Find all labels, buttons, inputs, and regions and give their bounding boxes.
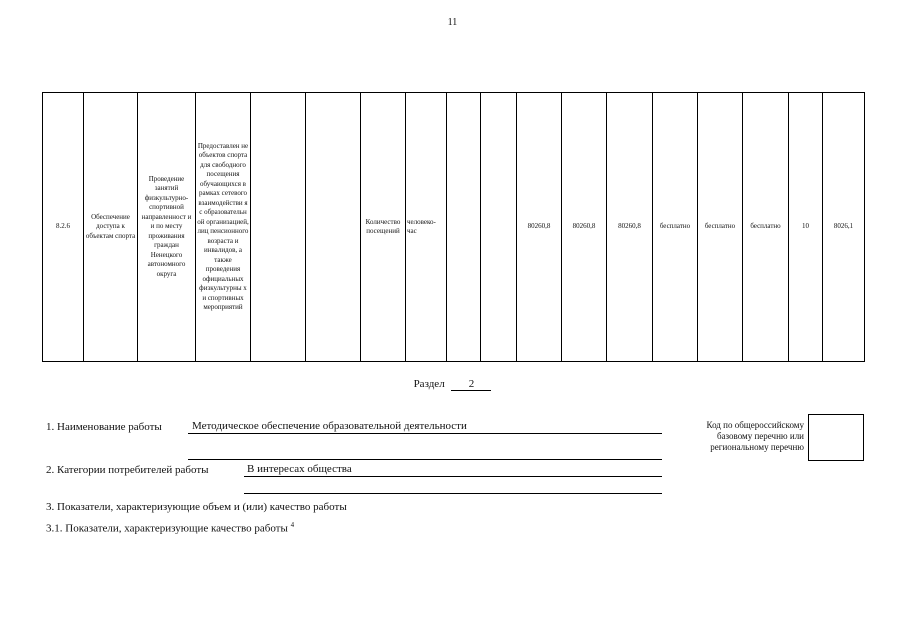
table-row (43, 93, 865, 362)
cell-fee: бесплатно (698, 93, 743, 362)
section-number: 2 (451, 378, 491, 391)
work-name-line (188, 433, 662, 434)
cell-empty (447, 93, 481, 362)
cell-work: Проведение занятий физкультурно-спортивной направленност и и по месту проживания граждан Ненецкого автономного округа (138, 93, 196, 362)
cell-fee: бесплатно (653, 93, 698, 362)
cell-value: 80260,8 (562, 93, 607, 362)
cell-service: Обеспечение доступа к объектам спорта (84, 93, 138, 362)
registry-code-label: Код по общероссийскому базовому перечню или региональному перечню (706, 420, 804, 452)
quality-indicators-label: 3.1. Показатели, характеризующие качество работы $^4$ (46, 521, 295, 535)
work-name-line-2 (188, 459, 662, 460)
service-table (42, 92, 865, 362)
section-heading (0, 378, 905, 391)
cell-deviation-pct: 10 (789, 93, 823, 362)
indicators-label: 3. Показатели, характеризующие объем и (или) качество работы (46, 501, 347, 513)
cell-unit: человеко-час (406, 93, 447, 362)
consumer-label: 2. Категории потребителей работы (46, 464, 209, 476)
consumer-line-2 (244, 493, 662, 494)
cell-empty (251, 93, 306, 362)
registry-code-box (808, 414, 864, 461)
page-number: 11 (447, 17, 458, 28)
cell-fee: бесплатно (743, 93, 789, 362)
cell-code: 8.2.6 (43, 93, 84, 362)
cell-empty (481, 93, 517, 362)
cell-deviation-abs: 8026,1 (823, 93, 865, 362)
footnote-marker: 4 (290, 521, 295, 529)
cell-description: Предоставлен не объектов спорта для свободного посещения обучающихся в рамках сетевого взаимодействи я с образовательн ой организацией, лиц пенсионного возраста и инвалидов, а также проведения официальных физкультурны х и спортивных мероприятий (196, 93, 251, 362)
work-name-value: Методическое обеспечение образовательной деятельности (192, 420, 467, 432)
consumer-value: В интересах общества (247, 463, 352, 475)
cell-empty (306, 93, 361, 362)
consumer-line (244, 476, 662, 477)
work-name-label: 1. Наименование работы (46, 421, 162, 433)
cell-value: 80260,8 (607, 93, 653, 362)
cell-indicator: Количество посещений (361, 93, 406, 362)
cell-value: 80260,8 (517, 93, 562, 362)
section-label: Раздел (413, 378, 445, 390)
